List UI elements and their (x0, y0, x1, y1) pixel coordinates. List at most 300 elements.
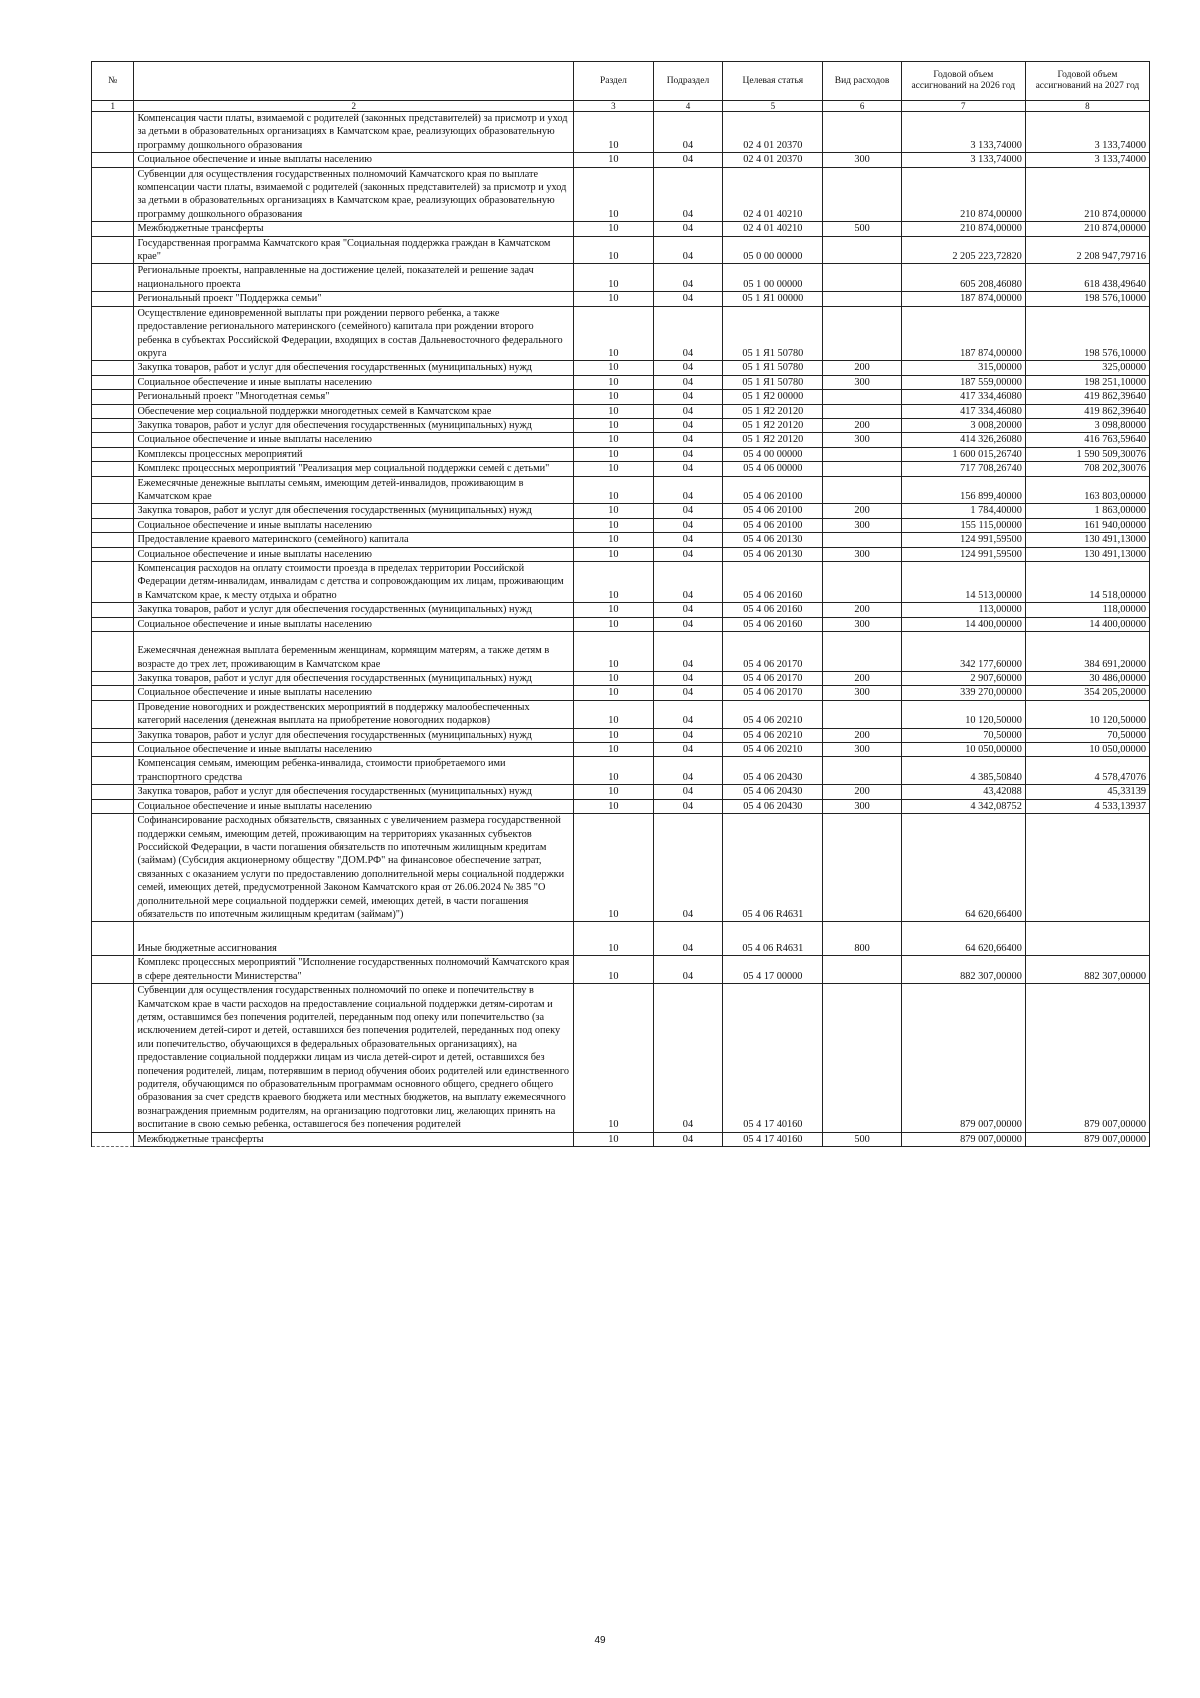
row-expense-type (823, 956, 901, 984)
table-body (92, 112, 1150, 1147)
row-razdel: 10 (574, 462, 653, 476)
row-amount-2026: 417 334,46080 (901, 404, 1025, 418)
column-number: 8 (1025, 101, 1149, 112)
row-target-article: 05 1 Я1 50780 (723, 375, 823, 389)
row-number (92, 700, 134, 728)
row-target-article: 05 4 06 20210 (723, 700, 823, 728)
header-amount-2027: Годовой объем ассигнований на 2027 год (1025, 62, 1149, 101)
table-row (92, 375, 1150, 389)
row-amount-2027: 708 202,30076 (1025, 462, 1149, 476)
row-target-article: 05 4 06 00000 (723, 462, 823, 476)
table-row (92, 418, 1150, 432)
row-expense-type: 200 (823, 672, 901, 686)
row-number (92, 956, 134, 984)
row-number (92, 447, 134, 461)
row-target-article: 05 4 06 20130 (723, 547, 823, 561)
row-number (92, 757, 134, 785)
row-podrazdel: 04 (653, 814, 723, 922)
row-razdel: 10 (574, 222, 653, 236)
table-row (92, 236, 1150, 264)
header-name (134, 62, 574, 101)
table-row (92, 292, 1150, 306)
row-amount-2027: 3 133,74000 (1025, 153, 1149, 167)
table-row (92, 672, 1150, 686)
row-amount-2027: 882 307,00000 (1025, 956, 1149, 984)
row-number (92, 462, 134, 476)
row-podrazdel: 04 (653, 672, 723, 686)
row-amount-2026: 210 874,00000 (901, 222, 1025, 236)
row-amount-2026: 3 133,74000 (901, 112, 1025, 153)
row-razdel: 10 (574, 984, 653, 1132)
row-expense-type (823, 562, 901, 603)
row-podrazdel: 04 (653, 264, 723, 292)
row-amount-2026: 14 513,00000 (901, 562, 1025, 603)
table-row (92, 984, 1150, 1132)
row-amount-2026: 4 342,08752 (901, 799, 1025, 813)
row-number (92, 292, 134, 306)
row-razdel: 10 (574, 433, 653, 447)
header-amount-2026: Годовой объем ассигнований на 2026 год (901, 62, 1025, 101)
row-razdel: 10 (574, 700, 653, 728)
row-target-article: 05 4 17 40160 (723, 1132, 823, 1146)
row-expense-type: 200 (823, 418, 901, 432)
row-podrazdel: 04 (653, 757, 723, 785)
row-name: Компенсация расходов на оплату стоимости проезда в пределах территории Российской Федерации детям-инвалидам, инвалидам с детства и сопровождающим их лицам, проживающим в Камчатском крае, к месту отдыха и обратно (134, 562, 574, 603)
column-number: 4 (653, 101, 723, 112)
row-number (92, 922, 134, 956)
row-amount-2027: 30 486,00000 (1025, 672, 1149, 686)
row-name: Софинансирование расходных обязательств, связанных с увеличением размера государственной поддержки семьям, имеющим детей, проживающим на территориях указанных субъектов Российской Федерации, в части погашения обязательств по ипотечным жилищным кредитам (займам) (Субсидия акционерному обществу "ДОМ.РФ" на финансовое обеспечение затрат, связанных с оказанием услуги по предоставлению дополнительной меры социальной поддержки семей, имеющих детей, предусмотренной Законом Камчатского края от 26.06.2024 № 385 "О дополнительной мере социальной поддержки семей, имеющих детей, в части погашения обязательств по ипотечным жилищным кредитам (займам)") (134, 814, 574, 922)
row-number (92, 617, 134, 631)
row-amount-2026: 10 120,50000 (901, 700, 1025, 728)
row-amount-2027: 4 533,13937 (1025, 799, 1149, 813)
row-amount-2027: 210 874,00000 (1025, 222, 1149, 236)
row-amount-2026: 187 559,00000 (901, 375, 1025, 389)
row-number (92, 418, 134, 432)
row-number (92, 361, 134, 375)
row-razdel: 10 (574, 686, 653, 700)
row-razdel: 10 (574, 518, 653, 532)
row-podrazdel: 04 (653, 292, 723, 306)
row-amount-2026: 3 008,20000 (901, 418, 1025, 432)
row-amount-2027 (1025, 814, 1149, 922)
header-podrazdel: Подраздел (653, 62, 723, 101)
row-expense-type (823, 700, 901, 728)
row-number (92, 1132, 134, 1146)
row-amount-2027: 419 862,39640 (1025, 404, 1149, 418)
budget-table (91, 61, 1150, 1147)
row-name: Социальное обеспечение и иные выплаты населению (134, 518, 574, 532)
row-amount-2027: 419 862,39640 (1025, 390, 1149, 404)
row-podrazdel: 04 (653, 361, 723, 375)
row-razdel: 10 (574, 757, 653, 785)
row-amount-2026: 187 874,00000 (901, 306, 1025, 361)
row-name: Закупка товаров, работ и услуг для обеспечения государственных (муниципальных) нужд (134, 728, 574, 742)
row-target-article: 02 4 01 40210 (723, 222, 823, 236)
row-podrazdel: 04 (653, 462, 723, 476)
row-amount-2027: 130 491,13000 (1025, 547, 1149, 561)
row-name: Региональные проекты, направленные на достижение целей, показателей и решение задач национального проекта (134, 264, 574, 292)
table-row (92, 404, 1150, 418)
row-razdel: 10 (574, 956, 653, 984)
row-amount-2026: 187 874,00000 (901, 292, 1025, 306)
row-podrazdel: 04 (653, 956, 723, 984)
row-podrazdel: 04 (653, 390, 723, 404)
row-name: Осуществление единовременной выплаты при рождении первого ребенка, а также предоставление регионального материнского (семейного) капитала при рождении второго ребенка в субъектах Российской Федерации, входящих в состав Дальневосточного федерального округа (134, 306, 574, 361)
table-row (92, 547, 1150, 561)
row-number (92, 547, 134, 561)
row-name: Государственная программа Камчатского края "Социальная поддержка граждан в Камчатском крае" (134, 236, 574, 264)
row-target-article: 05 4 06 R4631 (723, 814, 823, 922)
row-name: Социальное обеспечение и иные выплаты населению (134, 799, 574, 813)
table-row (92, 518, 1150, 532)
row-expense-type: 300 (823, 433, 901, 447)
row-amount-2027: 45,33139 (1025, 785, 1149, 799)
row-amount-2026: 43,42088 (901, 785, 1025, 799)
row-number (92, 476, 134, 504)
row-target-article: 05 4 06 20430 (723, 799, 823, 813)
row-target-article: 05 4 17 40160 (723, 984, 823, 1132)
row-podrazdel: 04 (653, 632, 723, 672)
row-razdel: 10 (574, 547, 653, 561)
row-podrazdel: 04 (653, 404, 723, 418)
row-target-article: 05 1 Я2 00000 (723, 390, 823, 404)
row-number (92, 264, 134, 292)
row-name: Социальное обеспечение и иные выплаты населению (134, 153, 574, 167)
row-podrazdel: 04 (653, 562, 723, 603)
row-amount-2026: 124 991,59500 (901, 533, 1025, 547)
row-podrazdel: 04 (653, 686, 723, 700)
row-amount-2027: 354 205,20000 (1025, 686, 1149, 700)
row-amount-2027: 14 518,00000 (1025, 562, 1149, 603)
row-expense-type: 300 (823, 547, 901, 561)
table-row (92, 306, 1150, 361)
row-expense-type: 200 (823, 504, 901, 518)
row-podrazdel: 04 (653, 167, 723, 222)
row-amount-2026: 210 874,00000 (901, 167, 1025, 222)
row-name: Социальное обеспечение и иные выплаты населению (134, 686, 574, 700)
row-expense-type (823, 476, 901, 504)
row-number (92, 672, 134, 686)
table-row (92, 504, 1150, 518)
row-expense-type (823, 292, 901, 306)
row-expense-type (823, 447, 901, 461)
row-podrazdel: 04 (653, 518, 723, 532)
row-amount-2027: 163 803,00000 (1025, 476, 1149, 504)
row-podrazdel: 04 (653, 799, 723, 813)
row-podrazdel: 04 (653, 1132, 723, 1146)
table-row (92, 153, 1150, 167)
row-razdel: 10 (574, 1132, 653, 1146)
row-razdel: 10 (574, 404, 653, 418)
row-podrazdel: 04 (653, 236, 723, 264)
row-expense-type (823, 984, 901, 1132)
table-row (92, 757, 1150, 785)
table-row (92, 361, 1150, 375)
row-target-article: 05 4 06 20100 (723, 476, 823, 504)
row-razdel: 10 (574, 922, 653, 956)
row-expense-type (823, 462, 901, 476)
row-name: Региональный проект "Многодетная семья" (134, 390, 574, 404)
row-podrazdel: 04 (653, 533, 723, 547)
row-razdel: 10 (574, 562, 653, 603)
row-target-article: 02 4 01 40210 (723, 167, 823, 222)
row-amount-2027: 618 438,49640 (1025, 264, 1149, 292)
table-row (92, 167, 1150, 222)
row-podrazdel: 04 (653, 922, 723, 956)
row-target-article: 05 4 06 20170 (723, 686, 823, 700)
row-amount-2026: 155 115,00000 (901, 518, 1025, 532)
row-amount-2026: 605 208,46080 (901, 264, 1025, 292)
row-target-article: 05 4 06 20430 (723, 785, 823, 799)
table-row (92, 603, 1150, 617)
row-amount-2027: 1 863,00000 (1025, 504, 1149, 518)
row-expense-type (823, 112, 901, 153)
row-podrazdel: 04 (653, 306, 723, 361)
row-razdel: 10 (574, 112, 653, 153)
column-number-row (92, 101, 1150, 112)
row-number (92, 603, 134, 617)
row-amount-2026: 124 991,59500 (901, 547, 1025, 561)
row-amount-2027: 14 400,00000 (1025, 617, 1149, 631)
row-target-article: 05 4 06 20160 (723, 603, 823, 617)
row-podrazdel: 04 (653, 617, 723, 631)
table-row (92, 743, 1150, 757)
row-name: Закупка товаров, работ и услуг для обеспечения государственных (муниципальных) нужд (134, 361, 574, 375)
row-expense-type: 200 (823, 785, 901, 799)
row-amount-2027: 1 590 509,30076 (1025, 447, 1149, 461)
row-razdel: 10 (574, 236, 653, 264)
header-num: № (92, 62, 134, 101)
row-podrazdel: 04 (653, 153, 723, 167)
row-name: Закупка товаров, работ и услуг для обеспечения государственных (муниципальных) нужд (134, 504, 574, 518)
row-podrazdel: 04 (653, 433, 723, 447)
row-expense-type (823, 632, 901, 672)
column-number: 2 (134, 101, 574, 112)
row-amount-2027: 161 940,00000 (1025, 518, 1149, 532)
row-amount-2027: 198 576,10000 (1025, 292, 1149, 306)
row-razdel: 10 (574, 361, 653, 375)
row-amount-2026: 1 600 015,26740 (901, 447, 1025, 461)
row-podrazdel: 04 (653, 984, 723, 1132)
row-number (92, 728, 134, 742)
row-expense-type: 800 (823, 922, 901, 956)
row-number (92, 984, 134, 1132)
row-podrazdel: 04 (653, 112, 723, 153)
row-expense-type: 200 (823, 361, 901, 375)
row-razdel: 10 (574, 167, 653, 222)
row-name: Закупка товаров, работ и услуг для обеспечения государственных (муниципальных) нужд (134, 785, 574, 799)
column-number: 5 (723, 101, 823, 112)
table-row (92, 476, 1150, 504)
row-amount-2027: 4 578,47076 (1025, 757, 1149, 785)
row-razdel: 10 (574, 799, 653, 813)
column-number: 6 (823, 101, 901, 112)
row-amount-2027: 10 120,50000 (1025, 700, 1149, 728)
row-amount-2027: 118,00000 (1025, 603, 1149, 617)
row-name: Закупка товаров, работ и услуг для обеспечения государственных (муниципальных) нужд (134, 672, 574, 686)
row-target-article: 05 4 06 20160 (723, 617, 823, 631)
row-target-article: 02 4 01 20370 (723, 112, 823, 153)
row-number (92, 632, 134, 672)
row-amount-2026: 14 400,00000 (901, 617, 1025, 631)
table-row (92, 264, 1150, 292)
row-target-article: 05 1 Я2 20120 (723, 433, 823, 447)
row-amount-2026: 156 899,40000 (901, 476, 1025, 504)
row-target-article: 05 1 Я1 50780 (723, 361, 823, 375)
row-amount-2026: 315,00000 (901, 361, 1025, 375)
row-name: Субвенции для осуществления государственных полномочий Камчатского края по выплате компенсации части платы, взимаемой с родителей (законных представителей) за присмотр и уход за детьми в образовательных организациях в Камчатском крае, реализующих образовательную программу дошкольного образования (134, 167, 574, 222)
row-name: Предоставление краевого материнского (семейного) капитала (134, 533, 574, 547)
row-amount-2026: 1 784,40000 (901, 504, 1025, 518)
row-number (92, 375, 134, 389)
row-amount-2027: 2 208 947,79716 (1025, 236, 1149, 264)
row-number (92, 533, 134, 547)
row-target-article: 05 4 06 20100 (723, 504, 823, 518)
row-razdel: 10 (574, 814, 653, 922)
row-name: Компенсация семьям, имеющим ребенка-инвалида, стоимости приобретаемого ими транспортного средства (134, 757, 574, 785)
row-number (92, 518, 134, 532)
row-name: Комплексы процессных мероприятий (134, 447, 574, 461)
row-target-article: 05 4 06 20170 (723, 632, 823, 672)
row-target-article: 05 4 00 00000 (723, 447, 823, 461)
row-amount-2026: 2 907,60000 (901, 672, 1025, 686)
row-expense-type (823, 236, 901, 264)
row-razdel: 10 (574, 390, 653, 404)
row-expense-type: 300 (823, 743, 901, 757)
row-expense-type (823, 404, 901, 418)
row-amount-2026: 417 334,46080 (901, 390, 1025, 404)
table-row (92, 632, 1150, 672)
row-number (92, 404, 134, 418)
row-podrazdel: 04 (653, 222, 723, 236)
table-row (92, 112, 1150, 153)
row-target-article: 05 4 06 R4631 (723, 922, 823, 956)
row-number (92, 743, 134, 757)
row-podrazdel: 04 (653, 547, 723, 561)
row-number (92, 236, 134, 264)
row-target-article: 05 1 Я1 50780 (723, 306, 823, 361)
row-expense-type: 200 (823, 728, 901, 742)
row-name: Региональный проект "Поддержка семьи" (134, 292, 574, 306)
row-expense-type (823, 306, 901, 361)
row-amount-2026: 70,50000 (901, 728, 1025, 742)
row-expense-type: 300 (823, 375, 901, 389)
header-target-article: Целевая статья (723, 62, 823, 101)
row-razdel: 10 (574, 375, 653, 389)
row-razdel: 10 (574, 264, 653, 292)
row-name: Закупка товаров, работ и услуг для обеспечения государственных (муниципальных) нужд (134, 603, 574, 617)
row-razdel: 10 (574, 292, 653, 306)
row-number (92, 433, 134, 447)
row-razdel: 10 (574, 743, 653, 757)
row-amount-2026: 10 050,00000 (901, 743, 1025, 757)
page-number: 49 (594, 1635, 606, 1646)
row-razdel: 10 (574, 672, 653, 686)
row-amount-2026: 717 708,26740 (901, 462, 1025, 476)
row-podrazdel: 04 (653, 504, 723, 518)
row-amount-2027: 879 007,00000 (1025, 1132, 1149, 1146)
row-number (92, 785, 134, 799)
row-name: Социальное обеспечение и иные выплаты населению (134, 617, 574, 631)
row-name: Компенсация части платы, взимаемой с родителей (законных представителей) за присмотр и уход за детьми в образовательных организациях в Камчатском крае, реализующих образовательную программу дошкольного образования (134, 112, 574, 153)
row-amount-2027: 879 007,00000 (1025, 984, 1149, 1132)
row-podrazdel: 04 (653, 603, 723, 617)
row-amount-2027: 416 763,59640 (1025, 433, 1149, 447)
row-name: Субвенции для осуществления государственных полномочий по опеке и попечительству в Камчатском крае в части расходов на предоставление социальной поддержки детям-сиротам и детям, оставшимся без попечения родителей, переданным под опеку или попечительство (за исключением детей-сирот и детей, оставшихся без попечения родителей, переданных под опеку или попечительство, обучающихся в федеральных образовательных организациях), на предоставление социальной поддержки лицам из числа детей-сирот и детей, оставшихся без попечения родителей, лицам, потерявшим в период обучения обоих родителей или единственного родителя, обучающимся по образовательным программам основного общего, среднего общего образования за счет средств краевого бюджета или местных бюджетов, на выплату ежемесячного вознаграждения приемным родителям, на организацию подготовки лиц, желающих принять на воспитание в свою семью ребенка, оставшегося без попечения родителей (134, 984, 574, 1132)
row-razdel: 10 (574, 603, 653, 617)
row-amount-2026: 882 307,00000 (901, 956, 1025, 984)
row-name: Проведение новогодних и рождественских мероприятий в поддержку малообеспеченных категорий населения (денежная выплата на приобретение новогодних подарков) (134, 700, 574, 728)
row-amount-2027: 198 576,10000 (1025, 306, 1149, 361)
column-number: 1 (92, 101, 134, 112)
row-name: Социальное обеспечение и иные выплаты населению (134, 433, 574, 447)
row-razdel: 10 (574, 728, 653, 742)
row-number (92, 306, 134, 361)
row-razdel: 10 (574, 418, 653, 432)
row-expense-type: 500 (823, 222, 901, 236)
table-row (92, 922, 1150, 956)
row-name: Комплекс процессных мероприятий "Реализация мер социальной поддержки семей с детьми" (134, 462, 574, 476)
row-razdel: 10 (574, 533, 653, 547)
row-name: Иные бюджетные ассигнования (134, 922, 574, 956)
row-expense-type (823, 264, 901, 292)
row-razdel: 10 (574, 617, 653, 631)
row-target-article: 02 4 01 20370 (723, 153, 823, 167)
row-target-article: 05 4 06 20210 (723, 728, 823, 742)
row-target-article: 05 0 00 00000 (723, 236, 823, 264)
row-name: Социальное обеспечение и иные выплаты населению (134, 547, 574, 561)
row-target-article: 05 4 06 20160 (723, 562, 823, 603)
row-number (92, 167, 134, 222)
table-row (92, 617, 1150, 631)
row-amount-2026: 3 133,74000 (901, 153, 1025, 167)
row-number (92, 222, 134, 236)
row-target-article: 05 1 Я1 00000 (723, 292, 823, 306)
row-number (92, 799, 134, 813)
table-row (92, 447, 1150, 461)
row-target-article: 05 4 17 00000 (723, 956, 823, 984)
row-name: Ежемесячная денежная выплата беременным женщинам, кормящим матерям, а также детям в возрасте до трех лет, проживающим в Камчатском крае (134, 632, 574, 672)
table-row (92, 433, 1150, 447)
row-target-article: 05 4 06 20130 (723, 533, 823, 547)
row-expense-type (823, 757, 901, 785)
row-expense-type: 300 (823, 518, 901, 532)
row-razdel: 10 (574, 447, 653, 461)
row-amount-2027: 198 251,10000 (1025, 375, 1149, 389)
table-row (92, 390, 1150, 404)
row-expense-type (823, 390, 901, 404)
row-number (92, 504, 134, 518)
row-name: Обеспечение мер социальной поддержки многодетных семей в Камчатском крае (134, 404, 574, 418)
row-number (92, 686, 134, 700)
header-row (92, 62, 1150, 101)
row-expense-type: 200 (823, 603, 901, 617)
row-expense-type: 300 (823, 153, 901, 167)
row-amount-2027: 70,50000 (1025, 728, 1149, 742)
row-razdel: 10 (574, 785, 653, 799)
row-number (92, 814, 134, 922)
row-expense-type (823, 814, 901, 922)
row-amount-2027: 325,00000 (1025, 361, 1149, 375)
row-amount-2027: 130 491,13000 (1025, 533, 1149, 547)
row-name: Закупка товаров, работ и услуг для обеспечения государственных (муниципальных) нужд (134, 418, 574, 432)
table-row (92, 686, 1150, 700)
row-target-article: 05 1 00 00000 (723, 264, 823, 292)
row-podrazdel: 04 (653, 476, 723, 504)
row-name: Межбюджетные трансферты (134, 1132, 574, 1146)
row-amount-2026: 879 007,00000 (901, 1132, 1025, 1146)
